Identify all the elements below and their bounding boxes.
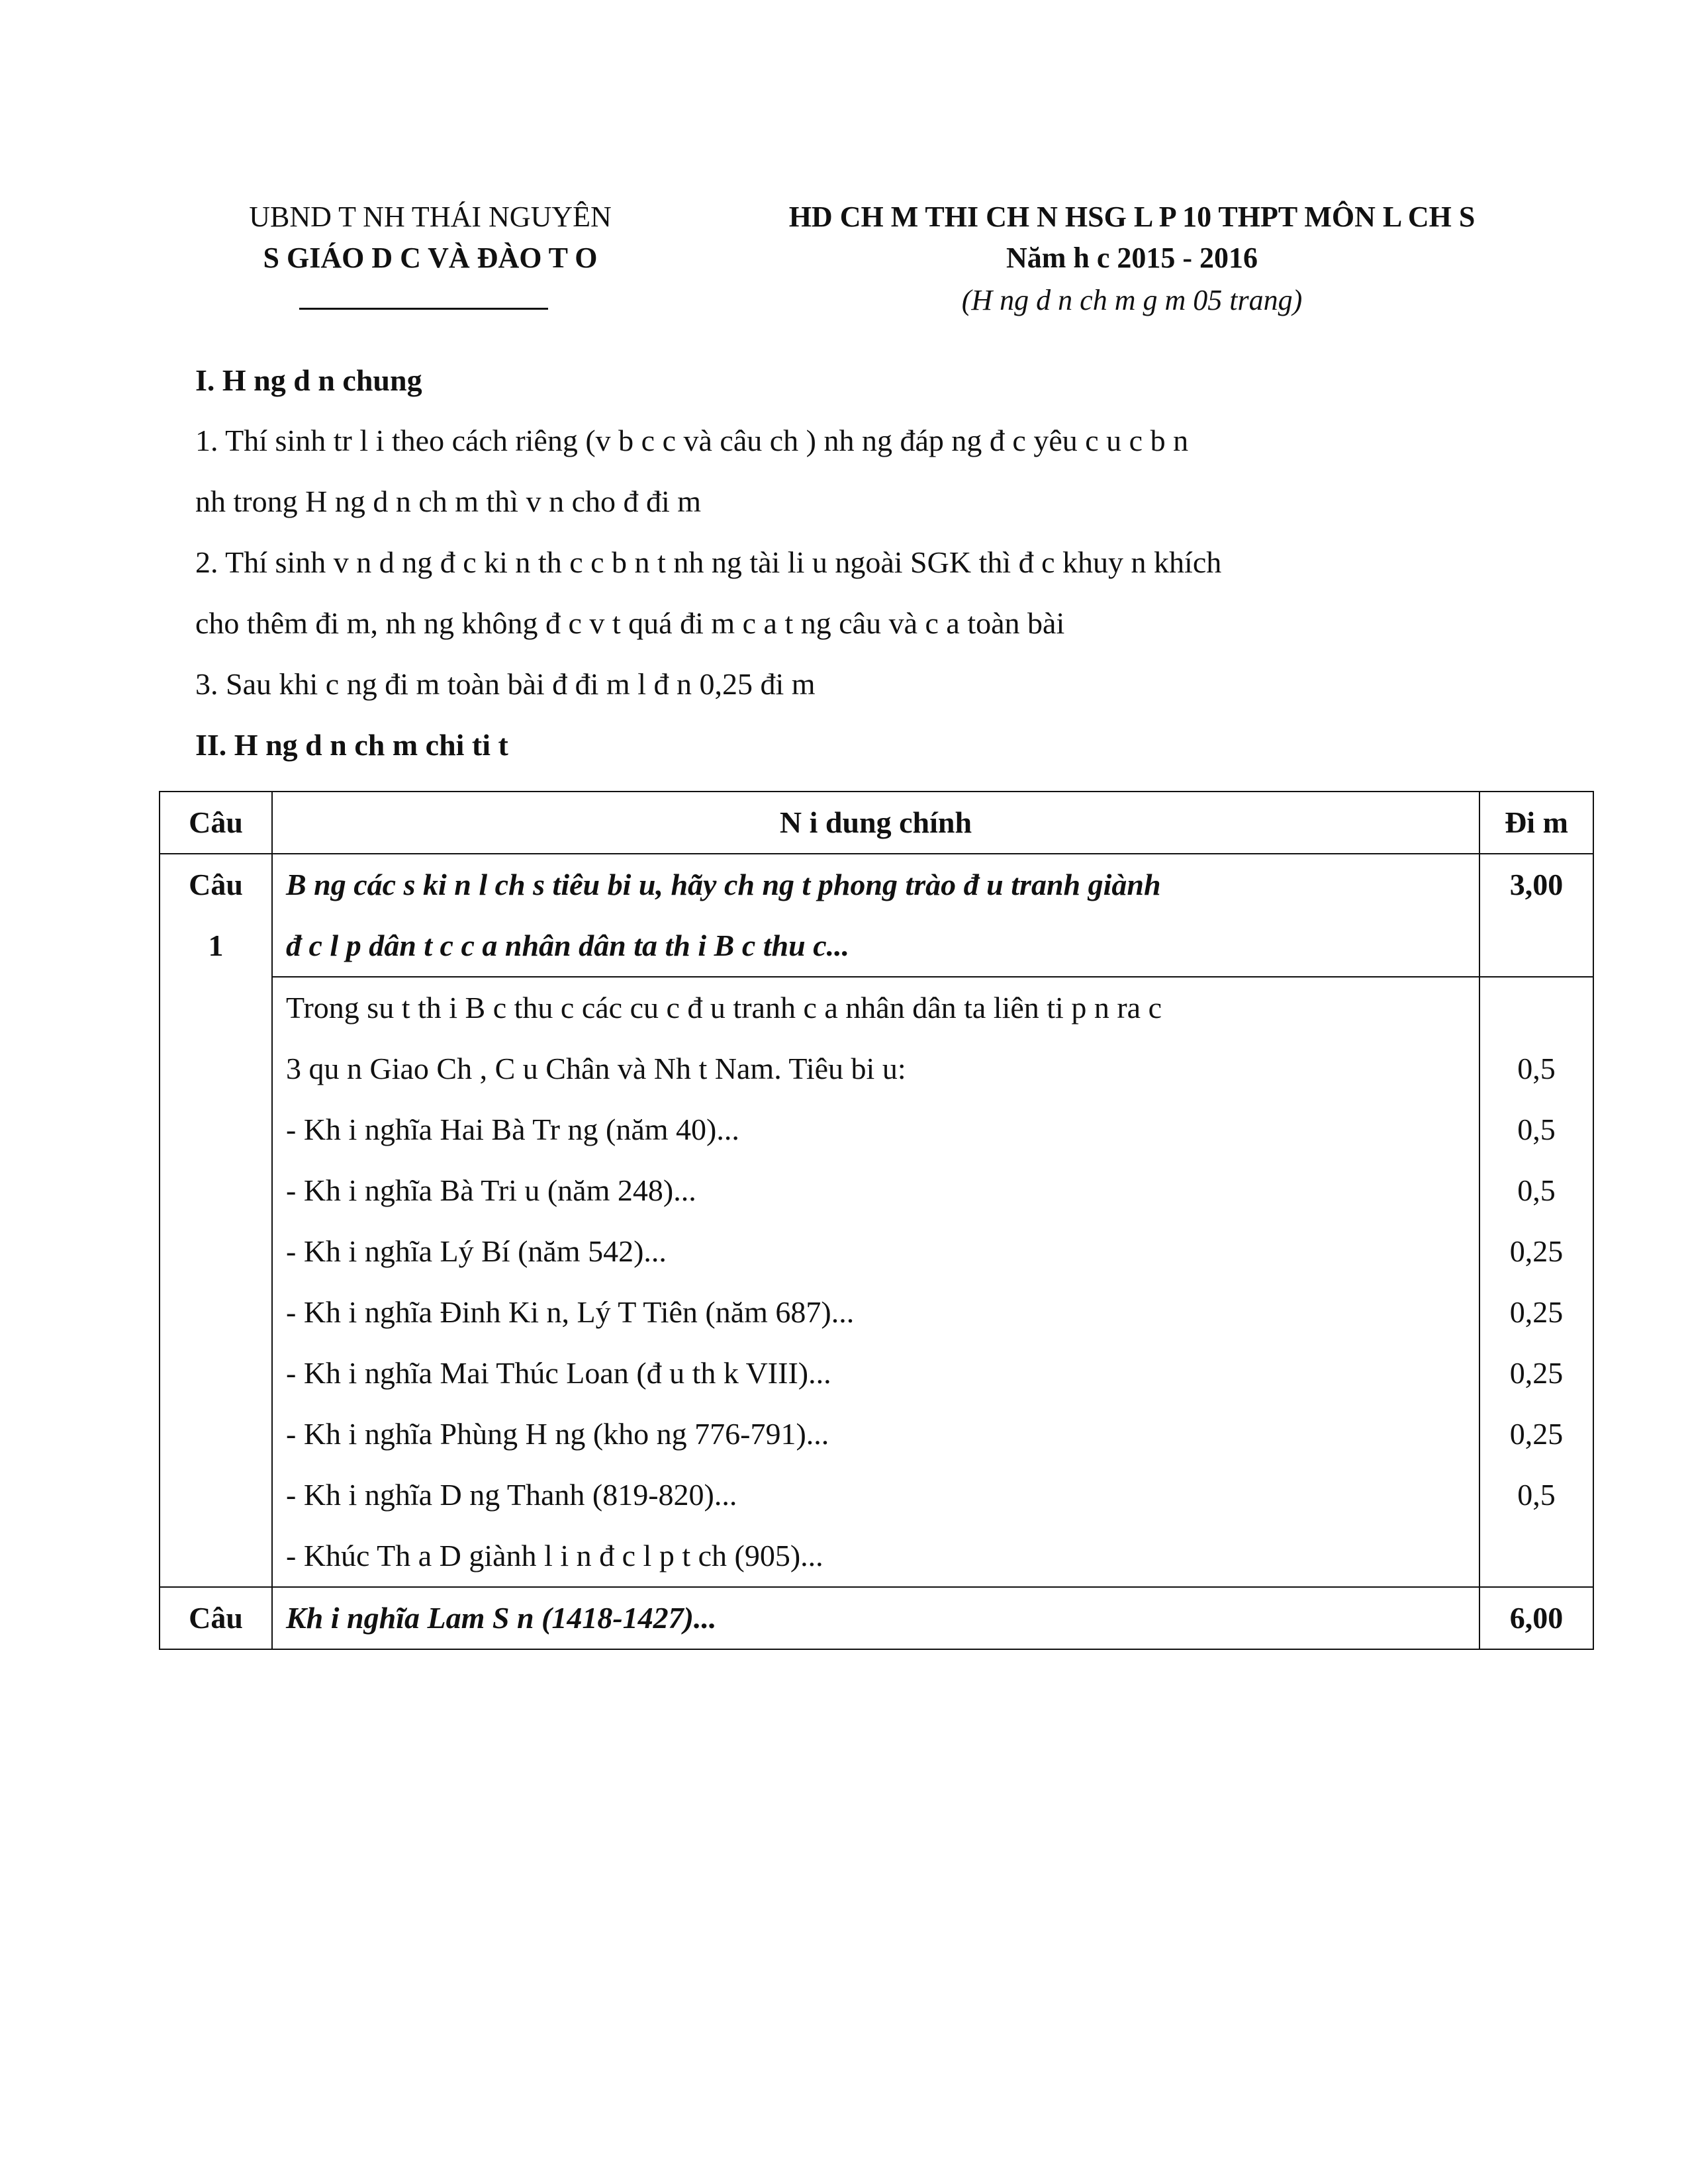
guideline-1-line-1: 1. Thí sinh tr l i theo cách riêng (v b c c và câu ch ) nh ng đáp ng đ c yêu c u c b n (195, 424, 1189, 457)
department-name: S GIÁO D C VÀ ĐÀO T O (263, 242, 598, 274)
guideline-2-line-1: 2. Thí sinh v n d ng đ c ki n th c c b n t nh ng tài li u ngoài SGK thì đ c khuy n khích (195, 545, 1222, 579)
question-1-prompt: B ng các s ki n l ch s tiêu bi u, hãy ch ng t phong trào đ u tranh giành đ c l p dân t c c a nhân dân ta th i B c thu c... (272, 854, 1479, 977)
question-1-prompt-row (160, 854, 1593, 977)
header-content: N i dung chính (272, 792, 1479, 854)
section-2-title: II. H ng d n ch m chi ti t (195, 728, 508, 762)
answer-item: - Kh i nghĩa Bà Tri u (năm 248)... (286, 1173, 696, 1207)
page-count-note: (H ng d n ch m g m 05 trang) (961, 284, 1303, 316)
guideline-1-line-2: nh trong H ng d n ch m thì v n cho đ đi m (195, 484, 702, 518)
score-value: 0,5 (1517, 1478, 1556, 1512)
answer-item: - Kh i nghĩa D ng Thanh (819-820)... (286, 1478, 737, 1512)
header-cau: Câu (160, 792, 272, 854)
score-value: 0,25 (1509, 1356, 1564, 1390)
document-title: HD CH M THI CH N HSG L P 10 THPT MÔN L CH S (788, 201, 1476, 233)
question-2-prompt: Kh i nghĩa Lam S n (1418-1427)... (272, 1587, 1479, 1649)
answer-intro-line-1: Trong su t th i B c thu c các cu c đ u tranh c a nhân dân ta liên ti p n ra c (286, 991, 1162, 1024)
score-value: 0,25 (1509, 1234, 1564, 1268)
score-value: 0,25 (1509, 1295, 1564, 1329)
question-1-label: Câu 1 (160, 854, 272, 1587)
question-1-answer (272, 977, 1479, 1587)
answer-item: - Kh i nghĩa Lý Bí (năm 542)... (286, 1234, 667, 1268)
school-year: Năm h c 2015 - 2016 (1006, 242, 1258, 274)
score-value: 0,5 (1517, 1173, 1556, 1207)
table-header-row (160, 792, 1593, 854)
question-1-scores (1479, 977, 1593, 1587)
authority-name: UBND T NH THÁI NGUYÊN (249, 201, 612, 233)
answer-item: - Khúc Th a D giành l i n đ c l p t ch (905)... (286, 1539, 823, 1572)
question-1-total: 3,00 (1479, 854, 1593, 977)
question-2-row (160, 1587, 1593, 1649)
score-value: 0,25 (1509, 1417, 1564, 1451)
guideline-2-line-2: cho thêm đi m, nh ng không đ c v t quá đi m c a t ng câu và c a toàn bài (195, 606, 1065, 640)
header-underline (299, 308, 548, 310)
score-value: 0,5 (1517, 1052, 1556, 1085)
answer-item: - Kh i nghĩa Phùng H ng (kho ng 776-791)... (286, 1417, 829, 1451)
question-1-answer-row (160, 977, 1593, 1587)
grading-table (159, 791, 1594, 1650)
answer-item: - Kh i nghĩa Hai Bà Tr ng (năm 40)... (286, 1113, 739, 1146)
score-value: 0,5 (1517, 1113, 1556, 1146)
answer-item: - Kh i nghĩa Mai Thúc Loan (đ u th k VIII)... (286, 1356, 831, 1390)
answer-item: - Kh i nghĩa Đinh Ki n, Lý T Tiên (năm 687)... (286, 1295, 855, 1329)
section-1-title: I. H ng d n chung (195, 363, 422, 397)
question-2-total: 6,00 (1479, 1587, 1593, 1649)
header-score: Đi m (1479, 792, 1593, 854)
guideline-3: 3. Sau khi c ng đi m toàn bài đ đi m l đ n 0,25 đi m (195, 667, 816, 701)
question-2-label: Câu (160, 1587, 272, 1649)
answer-intro-line-2: 3 qu n Giao Ch , C u Chân và Nh t Nam. Tiêu bi u: (286, 1052, 906, 1085)
